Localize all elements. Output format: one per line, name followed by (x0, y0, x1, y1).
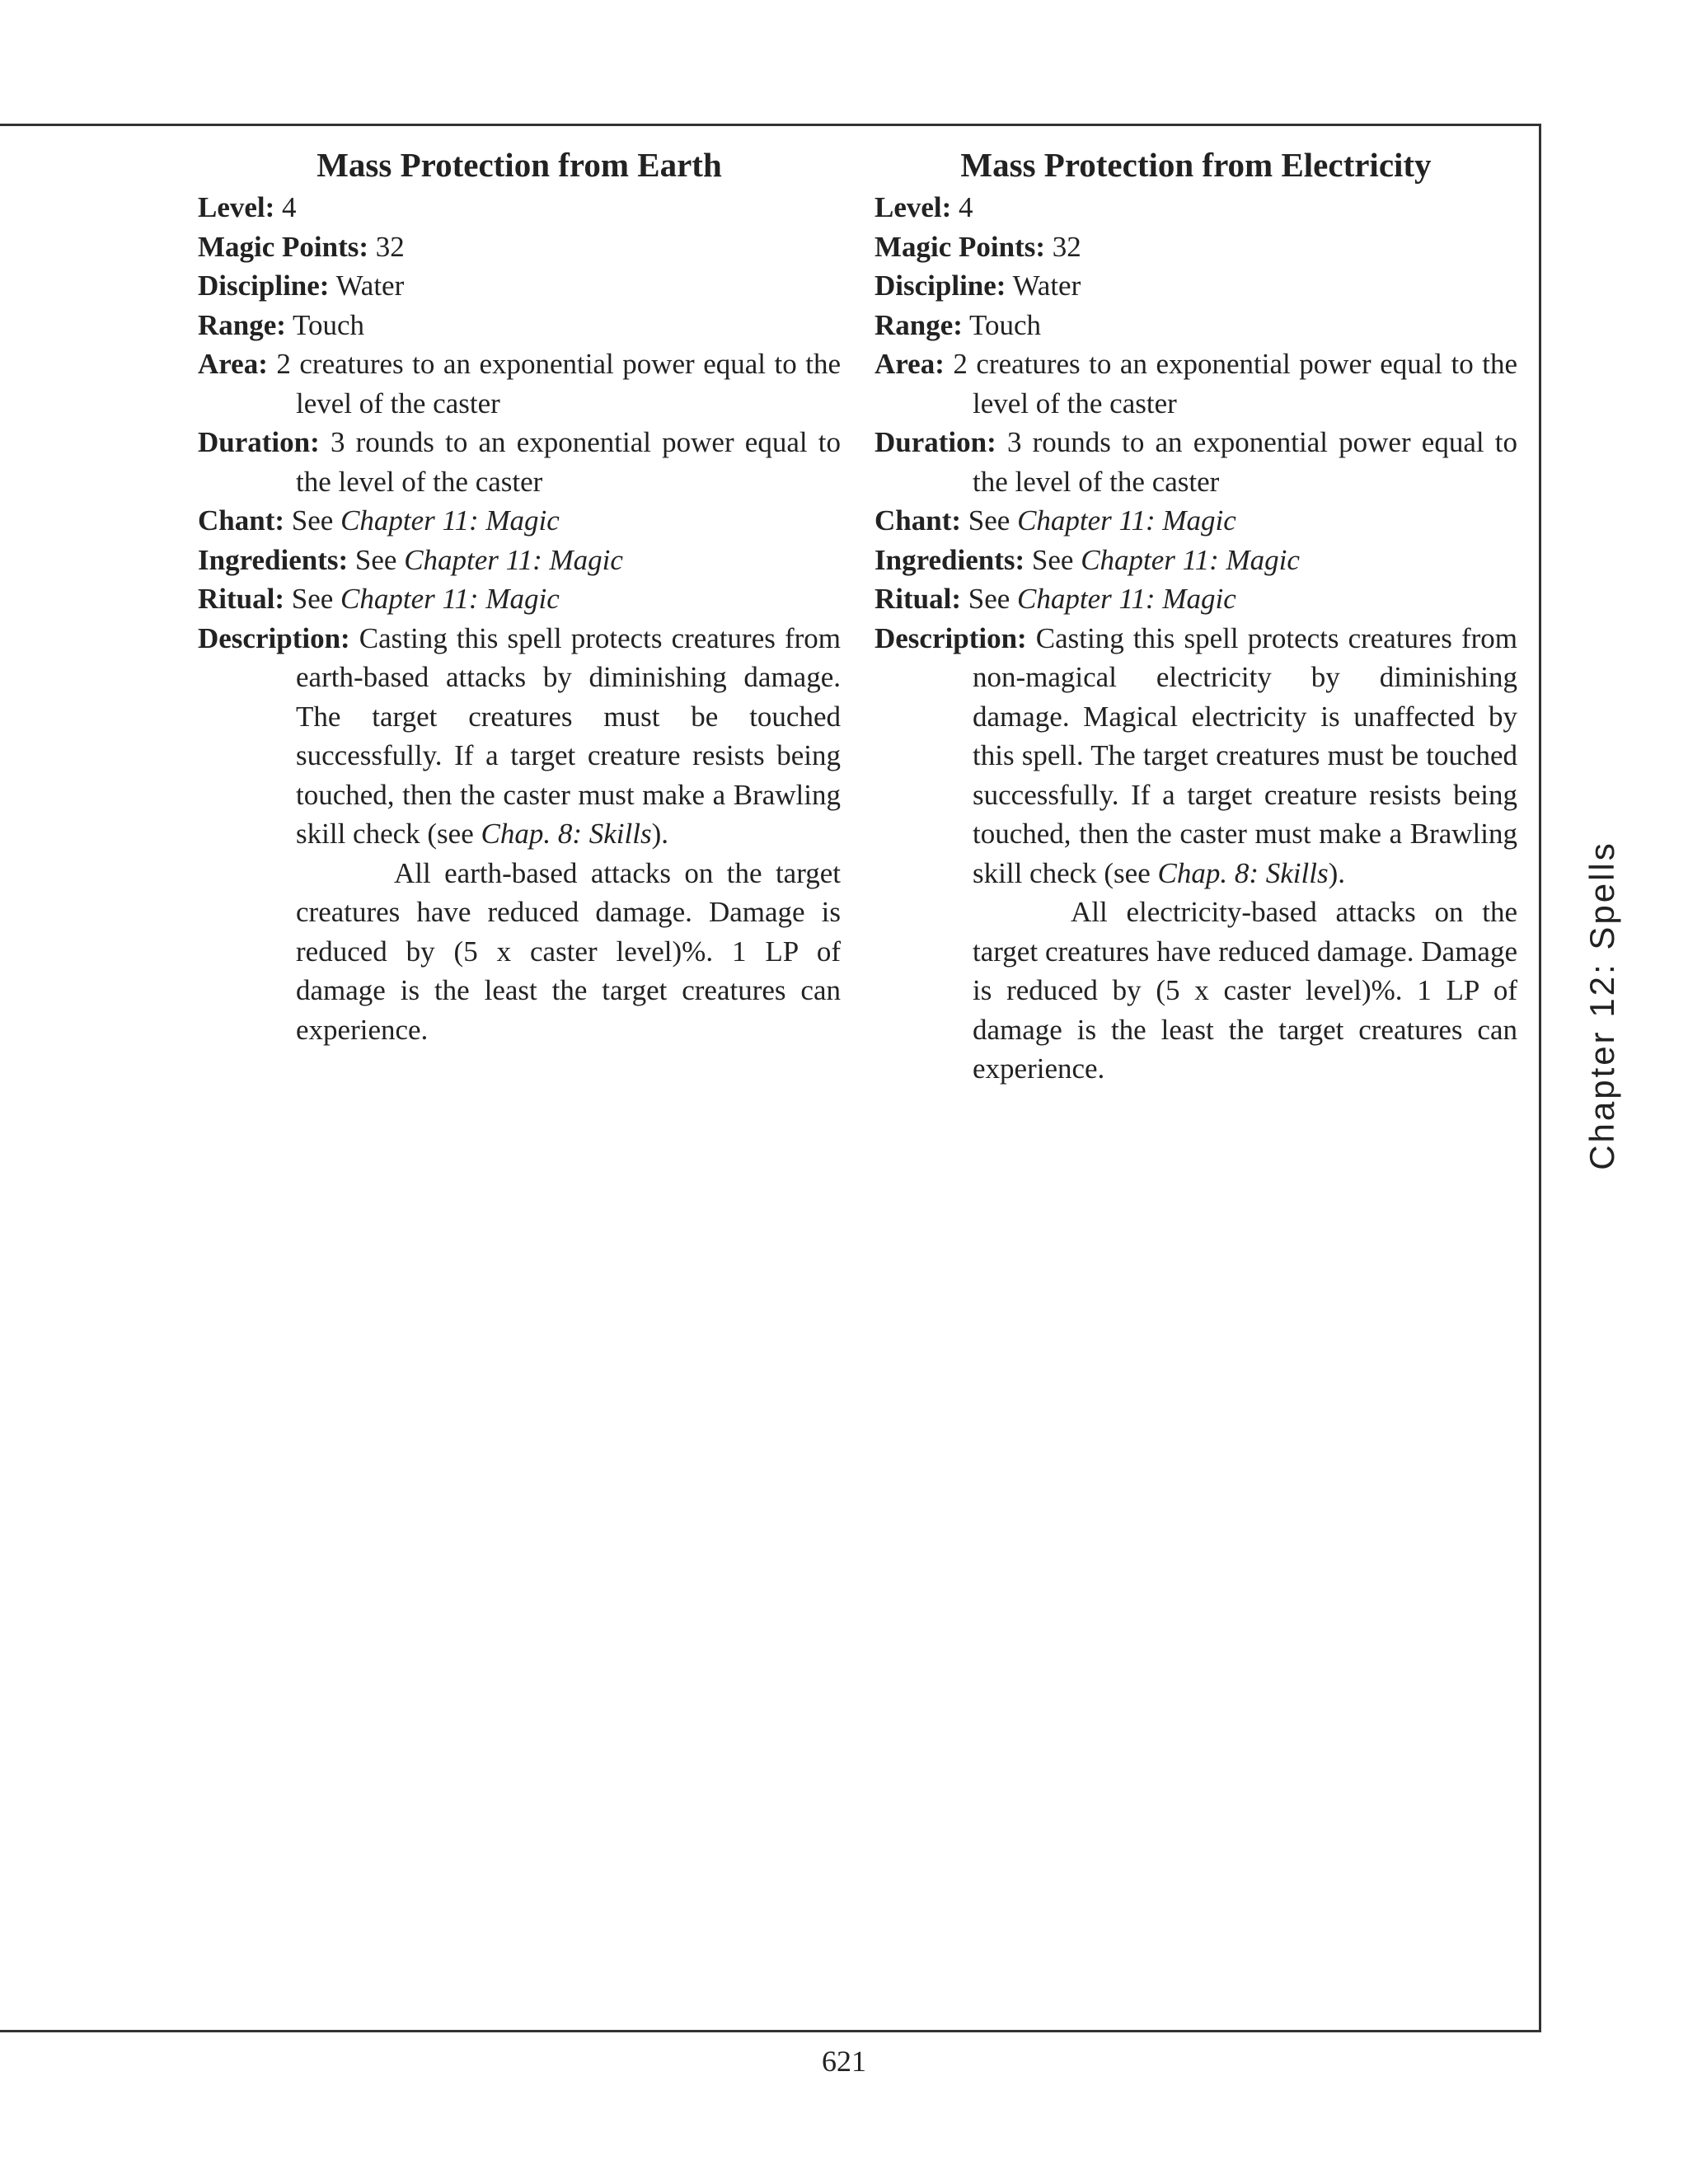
ingredients-line (198, 541, 841, 580)
discipline-line (198, 266, 841, 306)
ritual-reference: Chapter 11: Magic (1017, 583, 1236, 615)
ingredients-reference: Chapter 11: Magic (1081, 543, 1300, 576)
discipline-label: Discipline: (198, 269, 330, 302)
description-paragraph-2: All electricity-based attacks on the target creatures have reduced damage. Damage is reduced by (5 x caster level)%. 1 LP of damage is the least the target creatures can experience. (973, 896, 1517, 1085)
level-line (874, 188, 1517, 227)
range-value: Touch (962, 308, 1042, 341)
spell-title: Mass Protection from Electricity (960, 146, 1432, 184)
ritual-see: See (961, 583, 1018, 615)
level-label: Level: (874, 191, 952, 223)
skills-reference: Chap. 8: Skills (1157, 856, 1329, 889)
spell-title: Mass Protection from Earth (316, 146, 722, 184)
discipline-value: Water (329, 269, 405, 302)
duration-value: 3 rounds to an exponential power equal to the level of the caster (973, 426, 1517, 498)
area-label: Area: (874, 348, 945, 380)
skills-reference: Chap. 8: Skills (481, 818, 652, 850)
ingredients-line (874, 541, 1517, 580)
ritual-see: See (284, 583, 341, 615)
discipline-value: Water (1006, 269, 1081, 302)
range-line (874, 306, 1517, 345)
description-text-1-end: ). (1328, 856, 1345, 889)
area-value: 2 creatures to an exponential power equal to the level of the caster (267, 348, 841, 419)
level-value: 4 (951, 191, 973, 223)
level-line (198, 188, 841, 227)
duration-label: Duration: (874, 426, 996, 458)
chant-reference: Chapter 11: Magic (1017, 504, 1236, 537)
spell-entry-earth (198, 142, 841, 1049)
description-paragraph-2-wrap (198, 854, 841, 1050)
range-line (198, 306, 841, 345)
chant-see: See (961, 504, 1018, 537)
chant-label: Chant: (874, 504, 962, 537)
description-text-1: Casting this spell protects creatures from earth-based attacks by diminishing damage. The target creatures must be touched successfully. If a target creature resists being touched, then the caster must make a Brawling skill check (see (296, 621, 841, 850)
magic-points-line (874, 227, 1517, 267)
chant-line (198, 501, 841, 541)
description-text-1-end: ). (651, 818, 668, 850)
magic-points-line (198, 227, 841, 267)
page-number: 621 (822, 2045, 866, 2078)
chant-reference: Chapter 11: Magic (340, 504, 560, 537)
chant-line (874, 501, 1517, 541)
ingredients-reference: Chapter 11: Magic (404, 543, 623, 576)
magic-points-label: Magic Points: (198, 230, 369, 263)
ingredients-label: Ingredients: (198, 543, 349, 576)
ingredients-see: See (1025, 543, 1081, 576)
ingredients-see: See (348, 543, 405, 576)
level-value: 4 (274, 191, 297, 223)
ingredients-label: Ingredients: (874, 543, 1025, 576)
duration-line (874, 423, 1517, 501)
area-value: 2 creatures to an exponential power equal to the level of the caster (944, 348, 1517, 419)
range-label: Range: (198, 308, 286, 341)
description-text-1: Casting this spell protects creatures from non-magical electricity by diminishing damage. Magical electricity is unaffected by this spell. The target creatures must be touched successfully. If a target creature resists being touched, then the caster must make a Brawling skill check (see (973, 621, 1517, 889)
description-label: Description: (198, 621, 350, 654)
discipline-line (874, 266, 1517, 306)
magic-points-label: Magic Points: (874, 230, 1046, 263)
range-label: Range: (874, 308, 963, 341)
area-label: Area: (198, 348, 268, 380)
duration-line (198, 423, 841, 501)
description-paragraph-1 (874, 619, 1517, 893)
ritual-label: Ritual: (874, 583, 961, 615)
spell-entry-electricity (874, 142, 1517, 1089)
magic-points-value: 32 (368, 230, 405, 263)
description-paragraph-1 (198, 619, 841, 854)
duration-label: Duration: (198, 426, 320, 458)
chant-label: Chant: (198, 504, 285, 537)
description-label: Description: (874, 621, 1027, 654)
description-paragraph-2-wrap (874, 893, 1517, 1089)
description-paragraph-2: All earth-based attacks on the target creatures have reduced damage. Damage is reduced by (5 x caster level)%. 1 LP of damage is the least the target creatures can experience. (296, 856, 841, 1046)
ritual-line (874, 579, 1517, 619)
ritual-reference: Chapter 11: Magic (340, 583, 560, 615)
area-line (874, 344, 1517, 423)
ritual-line (198, 579, 841, 619)
discipline-label: Discipline: (874, 269, 1006, 302)
duration-value: 3 rounds to an exponential power equal to the level of the caster (296, 426, 841, 498)
magic-points-value: 32 (1045, 230, 1081, 263)
level-label: Level: (198, 191, 275, 223)
ritual-label: Ritual: (198, 583, 284, 615)
chapter-side-tab: Chapter 12: Spells (1582, 841, 1621, 1170)
chant-see: See (284, 504, 341, 537)
area-line (198, 344, 841, 423)
range-value: Touch (285, 308, 365, 341)
